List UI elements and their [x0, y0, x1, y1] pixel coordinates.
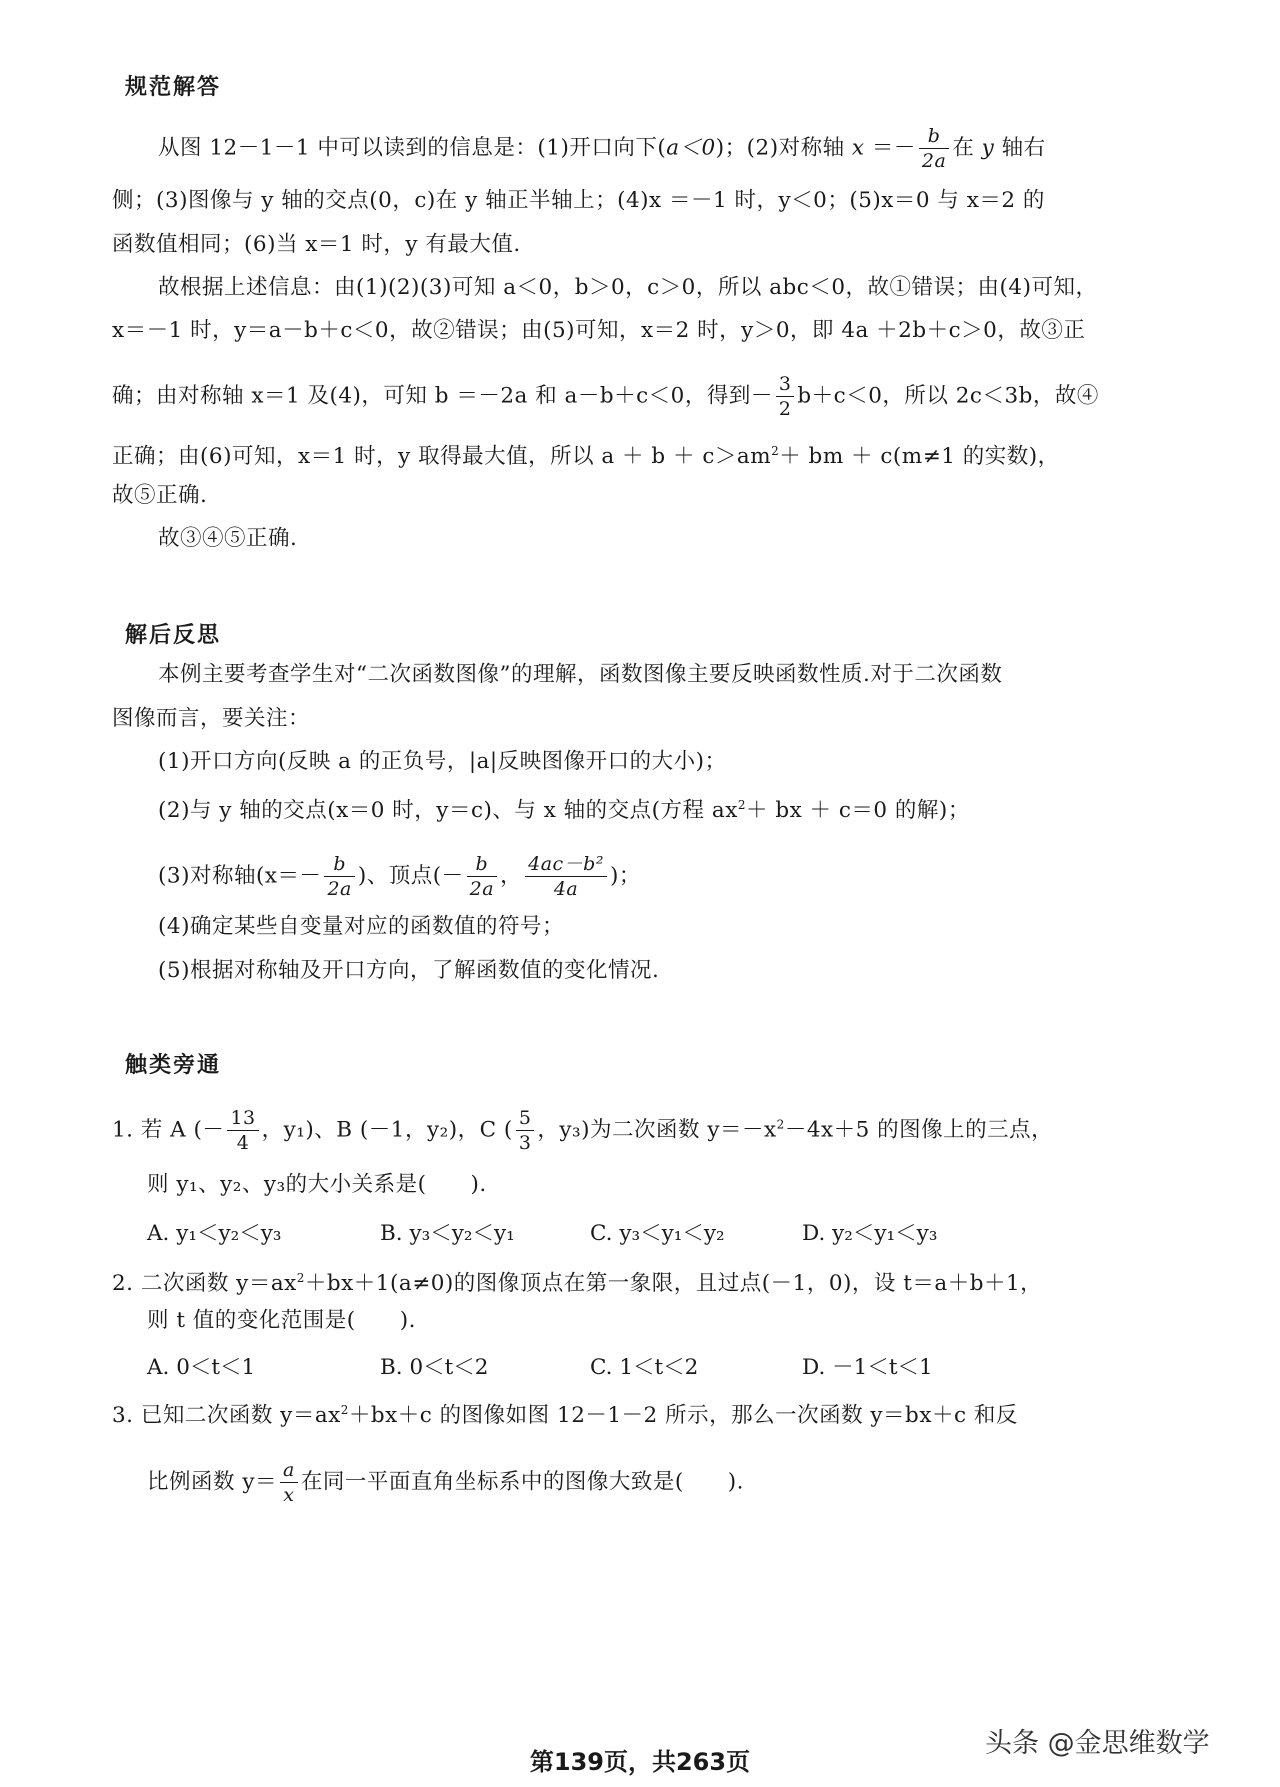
- fraction-denominator: 4a: [553, 878, 579, 900]
- question-1-line-1: [112, 1106, 1053, 1155]
- section-title-solution: 规范解答: [125, 75, 222, 100]
- fraction-numerator: b: [919, 124, 949, 149]
- solution-line-3: 函数值相同；(6)当 x＝1 时，y 有最大值.: [112, 232, 521, 257]
- option-a: A. y₁＜y₂＜y₃: [147, 1221, 282, 1246]
- solution-line-4: 故根据上述信息：由(1)(2)(3)可知 a＜0，b＞0，c＞0，所以 abc＜0，故①错误；由(4)可知，: [158, 275, 1098, 300]
- reflection-line-1: 本例主要考查学生对“二次函数图像”的理解，函数图像主要反映函数性质.对于二次函数: [158, 662, 1003, 687]
- superscript: 2: [296, 1271, 305, 1285]
- superscript: 2: [776, 1117, 785, 1132]
- text: ，y₁)、B (－1，y₂)，C (: [261, 1117, 513, 1143]
- text: ，: [500, 863, 523, 889]
- fraction: [919, 124, 949, 173]
- option-b: B. y₃＜y₂＜y₁: [380, 1221, 515, 1246]
- text: )；: [609, 863, 641, 889]
- fraction-numerator: 4ac－b²: [525, 852, 607, 877]
- solution-line-2: 侧；(3)图像与 y 轴的交点(0，c)在 y 轴正半轴上；(4)x ＝－1 时，y＜0；(5)x＝0 与 x＝2 的: [112, 188, 1045, 213]
- text: )；(2)对称轴: [715, 135, 852, 161]
- superscript: 2: [737, 798, 746, 812]
- text: 3. 已知二次函数 y＝ax: [112, 1403, 341, 1428]
- question-2-line-1: [112, 1263, 1042, 1299]
- fraction: [516, 1106, 535, 1155]
- fraction-denominator: 3: [518, 1132, 532, 1154]
- section-title-reflection: 解后反思: [125, 623, 222, 648]
- text: ＝－: [864, 135, 916, 161]
- option-b: B. 0＜t＜2: [380, 1355, 489, 1380]
- solution-line-5: x＝－1 时，y＝a－b＋c＜0，故②错误；由(5)可知，x＝2 时，y＞0，即 4a ＋2b＋c＞0，故③正: [112, 318, 1086, 343]
- text: －4x＋5 的图像上的三点，: [784, 1117, 1054, 1143]
- text: )、顶点(－: [357, 863, 464, 889]
- text: 比例函数 y＝: [147, 1469, 277, 1495]
- question-2-options: [147, 1350, 1097, 1380]
- fraction: [525, 852, 607, 901]
- fraction-denominator: 2a: [921, 150, 947, 172]
- solution-line-9: 故③④⑤正确.: [158, 526, 298, 551]
- text: ，y₃)为二次函数 y＝－x: [537, 1117, 777, 1143]
- fraction-denominator: 2a: [327, 878, 352, 900]
- text: ＋ bm ＋ c(m≠1 的实数)，: [779, 444, 1060, 469]
- fraction-denominator: 4: [236, 1132, 250, 1154]
- text: 2. 二次函数 y＝ax: [112, 1271, 297, 1296]
- fraction: [280, 1458, 298, 1507]
- reflection-item-5: (5)根据对称轴及开口方向，了解函数值的变化情况.: [158, 958, 660, 983]
- text: x: [851, 135, 865, 161]
- text: ＋bx＋c 的图像如图 12－1－2 所示，那么一次函数 y＝bx＋c 和反: [348, 1403, 1018, 1428]
- text: 轴右: [994, 135, 1046, 161]
- text: 在同一平面直角坐标系中的图像大致是( ).: [300, 1469, 744, 1495]
- text: 从图 12－1－1 中可以读到的信息是：(1)开口向下(: [158, 135, 667, 161]
- text: 1. 若 A (－: [112, 1117, 225, 1143]
- text: ＋ bx ＋ c＝0 的解)；: [745, 798, 970, 823]
- text: 正确；由(6)可知，x＝1 时，y 取得最大值，所以 a ＋ b ＋ c＞am: [112, 444, 772, 469]
- solution-line-1: [158, 124, 1046, 173]
- fraction-numerator: 5: [516, 1106, 535, 1131]
- reflection-item-2: [158, 790, 970, 826]
- option-c: C. y₃＜y₁＜y₂: [590, 1221, 725, 1246]
- text: b＋c＜0，所以 2c＜3b，故④: [797, 383, 1099, 409]
- solution-line-7: [112, 436, 1060, 472]
- fraction-denominator: x: [283, 1484, 295, 1506]
- text: 确；由对称轴 x＝1 及(4)，可知 b ＝－2a 和 a－b＋c＜0，得到－: [112, 383, 773, 409]
- section-title-practice: 触类旁通: [125, 1053, 222, 1078]
- question-1-options: [147, 1216, 1097, 1246]
- question-1-line-2: 则 y₁、y₂、y₃的大小关系是( ).: [147, 1172, 487, 1197]
- text: (2)与 y 轴的交点(x＝0 时，y＝c)、与 x 轴的交点(方程 ax: [158, 798, 738, 823]
- fraction-numerator: b: [467, 852, 497, 877]
- text: a＜0: [666, 135, 716, 161]
- question-2-line-2: 则 t 值的变化范围是( ).: [147, 1308, 416, 1333]
- fraction: [776, 372, 795, 421]
- fraction-denominator: 2: [778, 398, 792, 420]
- option-c: C. 1＜t＜2: [590, 1355, 699, 1380]
- fraction-numerator: b: [324, 852, 354, 877]
- superscript: 2: [340, 1403, 349, 1417]
- text: ＋bx＋1(a≠0)的图像顶点在第一象限，且过点(－1，0)，设 t＝a＋b＋1，: [304, 1271, 1043, 1296]
- fraction: [467, 852, 497, 901]
- text: y: [981, 135, 995, 161]
- fraction: [324, 852, 354, 901]
- option-d: D. y₂＜y₁＜y₃: [802, 1221, 938, 1246]
- fraction-numerator: 3: [776, 372, 795, 397]
- option-d: D. －1＜t＜1: [802, 1355, 933, 1380]
- fraction-numerator: a: [280, 1458, 298, 1483]
- superscript: 2: [771, 444, 780, 458]
- question-3-line-2: [147, 1458, 744, 1507]
- fraction-denominator: 2a: [469, 878, 495, 900]
- question-3-line-1: [112, 1395, 1018, 1431]
- page-footer: 第139页，共263页: [529, 1748, 751, 1776]
- reflection-item-1: (1)开口方向(反映 a 的正负号，|a|反映图像开口的大小)；: [158, 749, 727, 774]
- solution-line-8: 故⑤正确.: [112, 483, 208, 508]
- fraction: [227, 1106, 258, 1155]
- text: 在: [952, 135, 982, 161]
- option-a: A. 0＜t＜1: [147, 1355, 256, 1380]
- fraction-numerator: 13: [227, 1106, 258, 1131]
- solution-line-6: [112, 372, 1099, 421]
- reflection-item-4: (4)确定某些自变量对应的函数值的符号；: [158, 914, 564, 939]
- reflection-item-3: [158, 852, 641, 901]
- reflection-line-2: 图像而言，要关注：: [112, 706, 311, 731]
- watermark: 头条 @金思维数学: [985, 1728, 1210, 1759]
- text: (3)对称轴(x＝－: [158, 863, 322, 889]
